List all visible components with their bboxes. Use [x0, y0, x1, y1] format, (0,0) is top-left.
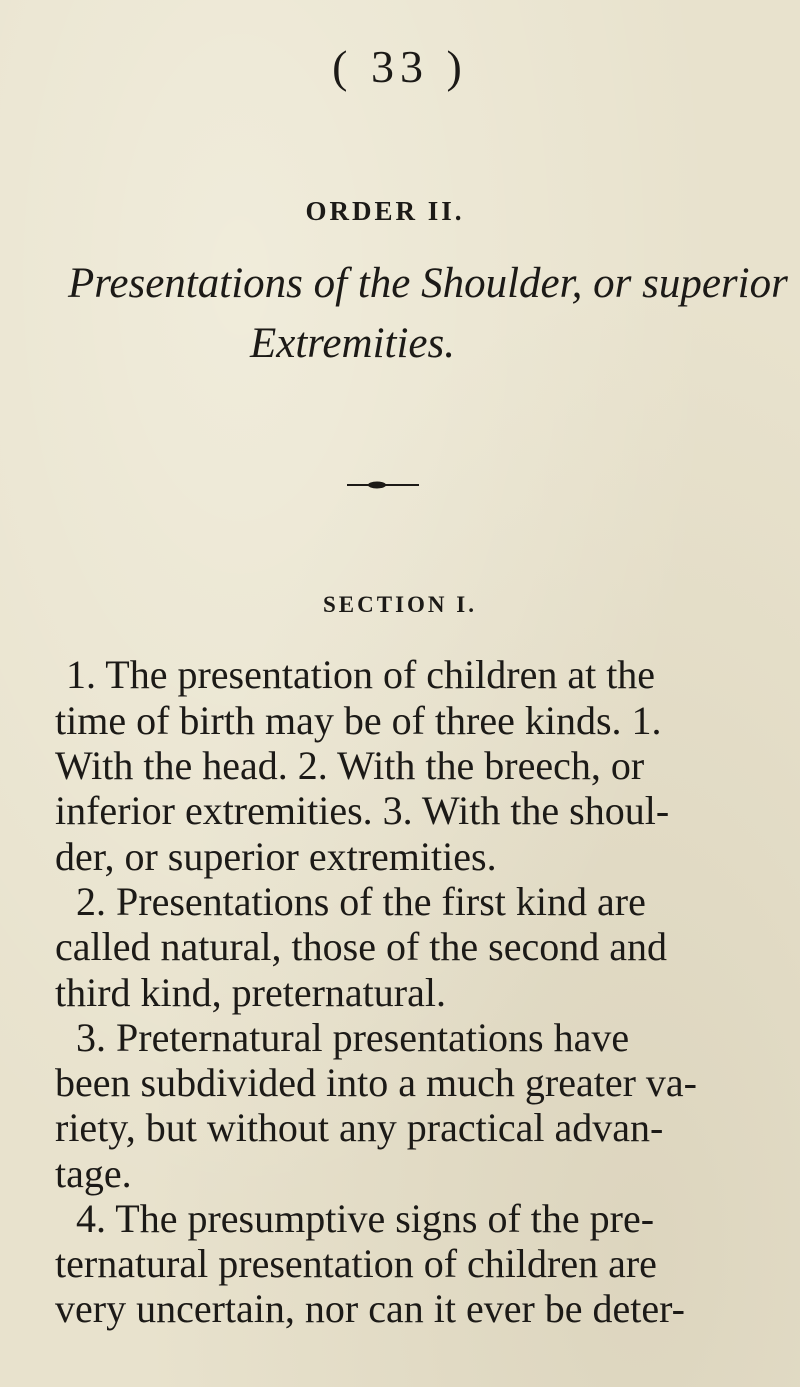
- body-line: called natural, those of the second and: [55, 924, 667, 969]
- body-line: been subdivided into a much greater va-: [55, 1060, 697, 1105]
- ornament-divider: [347, 480, 419, 490]
- body-line: riety, but without any practical advan-: [55, 1105, 664, 1150]
- order-heading: ORDER II.: [305, 196, 465, 226]
- body-line: time of birth may be of three kinds. 1.: [55, 698, 662, 743]
- section-heading: SECTION I.: [323, 592, 477, 617]
- body-line: 2. Presentations of the first kind are: [76, 879, 646, 924]
- body-line: der, or superior extremities.: [55, 834, 497, 879]
- body-line: 4. The presumptive signs of the pre-: [76, 1196, 655, 1241]
- page-number: ( 33 ): [332, 41, 468, 92]
- body-line: With the head. 2. With the breech, or: [55, 743, 645, 788]
- body-line: 1. The presentation of children at the: [66, 652, 656, 697]
- title-line-2: Extremities.: [250, 320, 455, 367]
- body-line: tage.: [55, 1151, 132, 1196]
- body-line: ternatural presentation of children are: [55, 1241, 657, 1286]
- body-line: very uncertain, nor can it ever be deter-: [55, 1286, 685, 1331]
- body-line: third kind, preternatural.: [55, 970, 446, 1015]
- title-line-1: Presentations of the Shoulder, or superior: [68, 260, 788, 307]
- body-line: inferior extremities. 3. With the shoul-: [55, 788, 670, 833]
- body-line: 3. Preternatural presentations have: [76, 1015, 630, 1060]
